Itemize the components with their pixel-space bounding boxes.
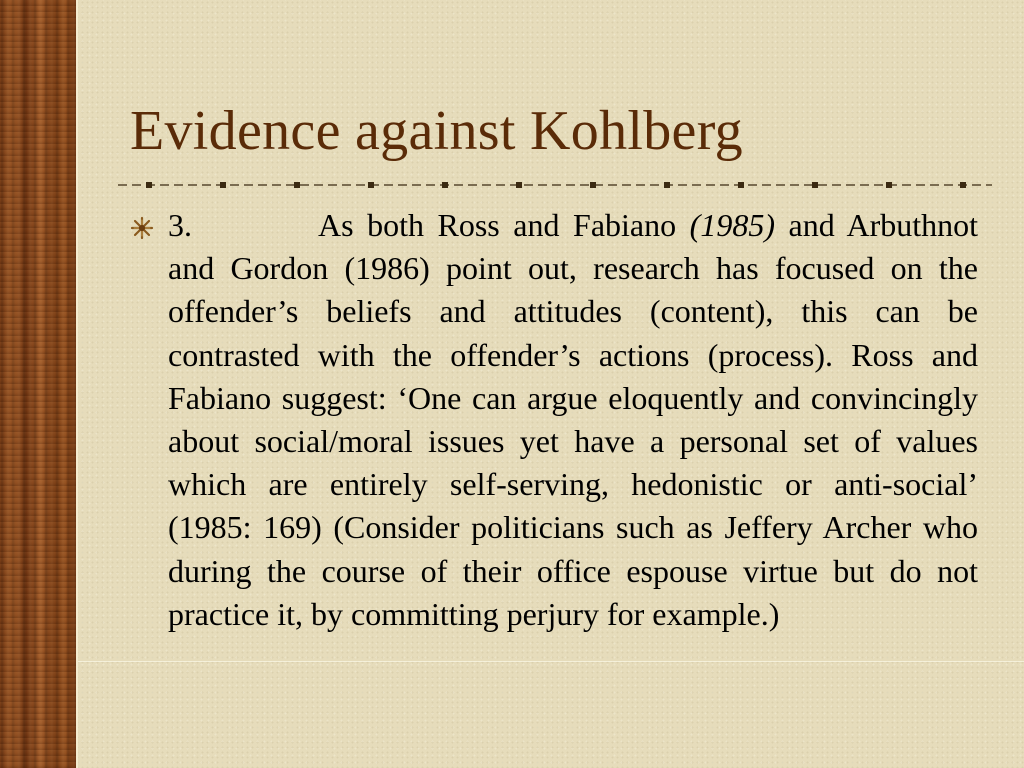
paragraph-text-part2: and Arbuthnot and Gordon (1986) point out, research has focused on the offender’s beliefs and attitudes (content), this can be contrasted with the offender’s actions (process). Ross and Fabiano suggest: ‘One can argue eloquently and convincingly about social/moral issues yet have a personal set of values which are entirely self-serving, hedonistic or anti-social’ (1985: 169) (Consider politicians such as Jeffery Archer who during the course of their office espouse virtue but do not practice it, by committing perjury for example.) <box>168 207 979 632</box>
body-paragraph <box>168 204 978 636</box>
slide-title: Evidence against Kohlberg <box>130 100 743 162</box>
paragraph-text-part1: As both Ross and Fabiano <box>318 207 690 243</box>
faint-divider <box>78 661 1024 662</box>
slide-body <box>130 204 980 636</box>
decorative-dash-rule <box>118 180 992 190</box>
starburst-bullet-icon <box>130 216 154 240</box>
paragraph-number: 3. <box>168 207 192 243</box>
paragraph-year-italic: (1985) <box>689 207 775 243</box>
sidebar-edge <box>76 0 78 768</box>
wood-sidebar <box>0 0 76 768</box>
